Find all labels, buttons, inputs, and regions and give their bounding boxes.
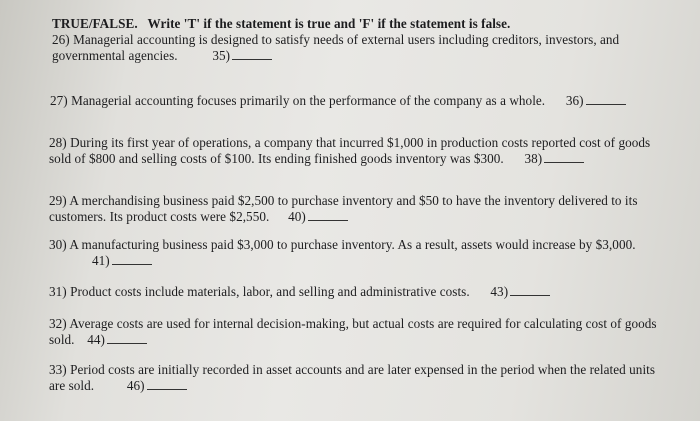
question-28-line1 — [49, 135, 650, 151]
question-30-line1 — [49, 237, 636, 253]
answer-41-blank[interactable] — [112, 254, 152, 265]
question-32-line1 — [49, 316, 657, 332]
question-33-text2: are sold. — [49, 378, 95, 393]
section-instruction: Write 'T' if the statement is true and 'F' if the statement is false. — [147, 16, 511, 31]
question-33-text1: Period costs are initially recorded in asset accounts and are later expensed in the period when the related units — [70, 362, 656, 377]
answer-38-blank[interactable] — [544, 152, 584, 163]
question-29-text2: customers. Its product costs were $2,550. — [49, 209, 270, 224]
question-29-text1: A merchandising business paid $2,500 to purchase inventory and $50 to have the inventory delivered to its — [69, 193, 638, 208]
question-32-text2: sold. — [49, 332, 75, 347]
question-28-text2: sold of $800 and selling costs of $100. Its ending finished goods inventory was $300. — [49, 151, 504, 166]
answer-35-blank[interactable] — [232, 49, 272, 60]
question-28-text1: During its first year of operations, a company that incurred $1,000 in production costs reported cost of goods — [70, 135, 651, 150]
answer-46-blank[interactable] — [147, 379, 187, 390]
question-30-number: 30) — [49, 237, 67, 252]
question-27-text1: Managerial accounting focuses primarily on the performance of the company as a whole. — [71, 93, 546, 108]
answer-41-label: 41) — [92, 253, 110, 268]
answer-36-blank[interactable] — [586, 94, 626, 105]
question-26-line1 — [52, 32, 619, 48]
question-32-number: 32) — [49, 316, 67, 331]
question-29-number: 29) — [49, 193, 67, 208]
question-29-line1 — [49, 193, 638, 209]
question-33-line1 — [49, 362, 655, 378]
question-28-number: 28) — [49, 135, 67, 150]
question-26-line2 — [52, 48, 272, 64]
answer-43-blank[interactable] — [510, 285, 550, 296]
answer-44-label: 44) — [87, 332, 105, 347]
question-26-number: 26) — [52, 32, 70, 47]
answer-38-label: 38) — [524, 151, 543, 166]
question-26-text1: Managerial accounting is designed to satisfy needs of external users including creditors, investors, and — [73, 32, 620, 47]
question-31-number: 31) — [49, 284, 67, 299]
question-32-line2 — [49, 332, 147, 348]
question-26-text2: governmental agencies. — [52, 48, 178, 63]
section-title: TRUE/FALSE. — [52, 16, 138, 31]
answer-36-label: 36) — [565, 93, 584, 108]
answer-46-label: 46) — [126, 378, 145, 393]
question-28-line2 — [49, 151, 584, 167]
answer-35-label: 35) — [212, 48, 231, 63]
question-27-line1 — [50, 93, 626, 109]
question-33-line2 — [49, 378, 187, 394]
question-32-text1: Average costs are used for internal decision-making, but actual costs are required for calculating cost of goods — [69, 316, 657, 331]
section-header — [52, 16, 510, 32]
question-30-text1: A manufacturing business paid $3,000 to purchase inventory. As a result, assets would increase by $3,000. — [69, 237, 636, 252]
answer-40-blank[interactable] — [308, 210, 348, 221]
question-29-line2 — [49, 209, 348, 225]
answer-44-blank[interactable] — [107, 333, 147, 344]
question-27-number: 27) — [50, 93, 68, 108]
answer-43-label: 43) — [490, 284, 509, 299]
question-31-text1: Product costs include materials, labor, and selling and administrative costs. — [70, 284, 470, 299]
answer-40-label: 40) — [288, 209, 306, 224]
question-33-number: 33) — [49, 362, 67, 377]
question-31-line1 — [49, 284, 550, 300]
question-30-line2 — [92, 253, 152, 269]
